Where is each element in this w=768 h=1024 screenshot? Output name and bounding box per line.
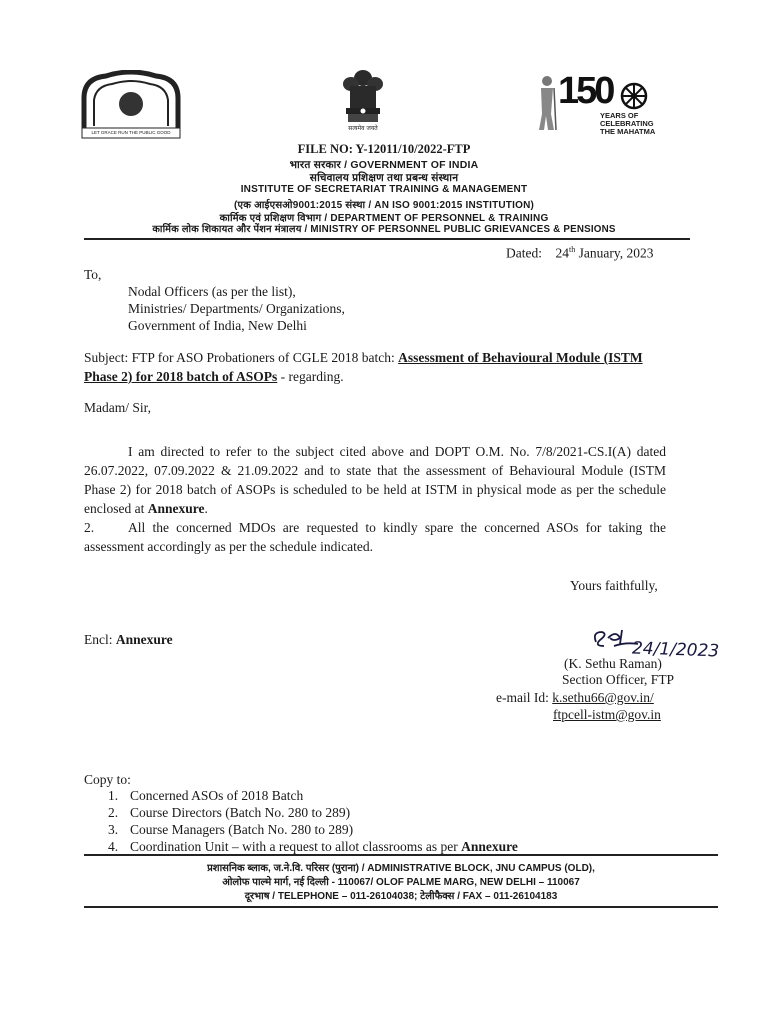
header-government: भारत सरकार / GOVERNMENT OF INDIA [289,159,479,171]
paragraph-1: I am directed to refer to the subject cited above and DOPT O.M. No. 7/8/2021-CS.I(A) dated 26.07.2022, 07.09.2022 & 21.09.2022 and to state that the assessment of Behavioural Module (ISTM Phase 2) for 2018 batch of ASOPs is scheduled to be held at ISTM in physical mode as per the schedule enclosed at Annexure. [84,444,666,516]
dated-line [506,240,653,263]
paragraph-1-text: I am directed to refer to the subject cited above and DOPT O.M. No. 7/8/2021-CS.I(A) dated 26.07.2022, 07.09.2022 & 21.09.2022 and to state that the assessment of Behavioural Module (ISTM Phase 2) for 2018 batch of ASOPs is scheduled to be held at ISTM in physical mode as per the schedule enclosed at [84,444,666,516]
header-istm: INSTITUTE OF SECRETARIAT TRAINING & MANAGEMENT [240,184,528,195]
paragraph-1-annexure: Annexure [147,501,205,516]
footer-rule-top [84,854,718,856]
email-label: e-mail Id: [496,690,553,705]
addressee-line-2: Ministries/ Departments/ Organizations, [128,301,345,316]
header-hindi-institute: सचिवालय प्रशिक्षण तथा प्रबन्ध संस्थान [309,172,459,184]
header-ministry: कार्मिक लोक शिकायत और पेंशन मंत्रालय / MINISTRY OF PERSONNEL PUBLIC GRIEVANCES & PENSIONS [152,224,616,235]
signatory-designation: Section Officer, FTP [562,672,675,687]
dated-label: Dated: [506,245,542,261]
anniversary-line-1: YEARS OF [600,111,639,120]
subject-prefix: Subject: FTP for ASO Probationers of CGLE 2018 batch: [84,350,399,365]
paragraph-2-text: All the concerned MDOs are requested to kindly spare the concerned ASOs for taking the assessment accordingly as per the schedule indicated. [84,520,666,554]
anniversary-line-3: THE MAHATMA [600,127,656,136]
gandhi-150-logo [536,70,668,142]
email-link-2[interactable]: ftpcell-istm@gov.in [553,707,661,722]
national-emblem [338,68,388,138]
footer-address-1: प्रशासनिक ब्लाक, ज.ने.वि. परिसर (पुराना) / ADMINISTRATIVE BLOCK, JNU CAMPUS (OLD), [207,863,595,874]
list-item: 4. Coordination Unit – with a request to allot classrooms as per Annexure [108,839,518,854]
anniversary-number: 150 [558,70,613,112]
email-link-1[interactable]: k.sethu66@gov.in/ [552,690,654,705]
emblem-caption: सत्यमेव जयते [348,125,378,132]
list-item: 3. Course Managers (Batch No. 280 to 289) [108,822,354,837]
signature-date: 24/1/2023 [631,638,720,662]
dated-day: 24 [555,245,569,261]
copy-to-label: Copy to: [84,772,131,787]
enclosure-label: Encl: [84,632,116,647]
subject [84,348,674,386]
list-item: 1. Concerned ASOs of 2018 Batch [108,788,304,803]
paragraph-2-number: 2. [84,520,95,535]
anniversary-line-2: CELEBRATING [600,119,654,128]
signatory-name: (K. Sethu Raman) [564,656,662,671]
paragraph-2 [84,518,666,556]
charkha-wheel-icon [620,82,648,110]
list-item: 2. Course Directors (Batch No. 280 to 289) [108,805,351,820]
header-iso: (एक आईएसओ9001:2015 संस्था / AN ISO 9001:2015 INSTITUTION) [233,200,535,211]
subject-title: Assessment of Behavioural Module (ISTM Phase 2) for 2018 batch of ASOPs [84,350,643,384]
addressee-line-3: Government of India, New Delhi [128,318,307,333]
dated-suffix: th [569,245,576,254]
salutation: Madam/ Sir, [84,400,151,415]
dated-rest: January, 2023 [575,245,654,261]
footer-address-2: ओलोफ पाल्मे मार्ग, नई दिल्ली - 110067/ OLOF PALME MARG, NEW DELHI – 110067 [222,877,580,888]
file-number: FILE NO: Y-12011/10/2022-FTP [297,142,471,156]
istm-logo [80,70,182,142]
to-label: To, [84,267,102,282]
footer-contact: दूरभाष / TELEPHONE – 011-26104038; टेलीफैक्स / FAX – 011-26104183 [244,891,558,902]
enclosure-value: Annexure [115,632,173,647]
closing: Yours faithfully, [570,578,658,593]
enclosure [84,630,173,649]
gandhi-silhouette-icon [536,74,558,132]
subject-suffix: - regarding. [277,369,344,384]
header-dopt: कार्मिक एवं प्रशिक्षण विभाग / DEPARTMENT OF PERSONNEL & TRAINING [219,213,549,224]
addressee-line-1: Nodal Officers (as per the list), [128,284,296,299]
copy-to-list [108,787,678,855]
logo-motto: LET GRACE RUN THE PUBLIC GOOD [91,130,171,135]
footer-rule-bottom [84,906,718,908]
